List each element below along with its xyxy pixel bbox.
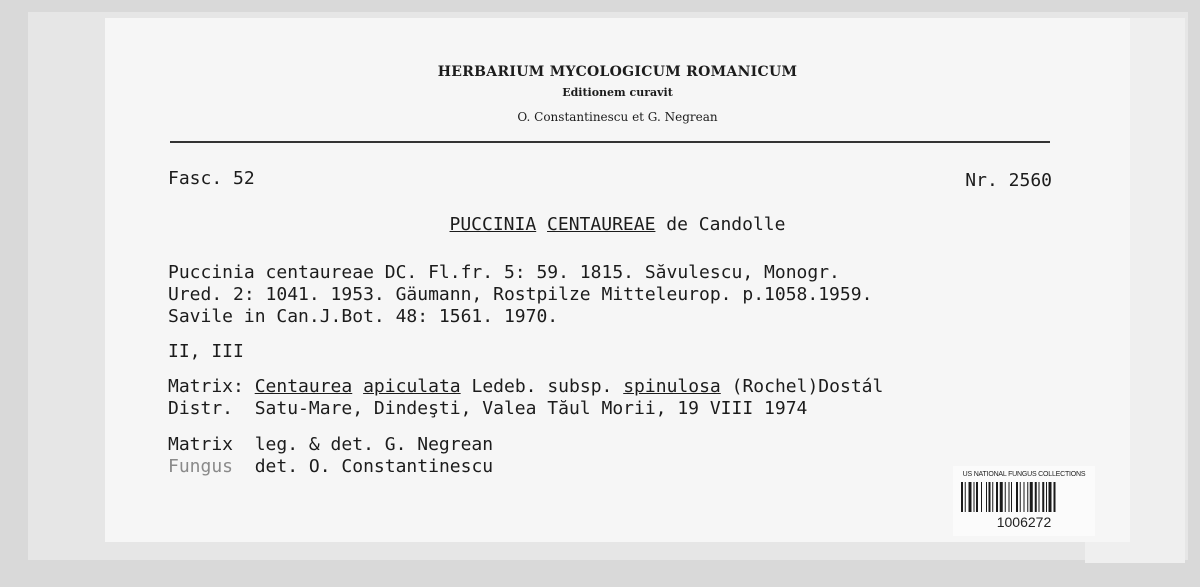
herbarium-editors: O. Constantinescu et G. Negrean (517, 110, 718, 124)
barcode-label (953, 466, 1095, 536)
species-epithet: CENTAUREAE (547, 214, 656, 235)
reference-line-1: Puccinia centaureae DC. Fl.fr. 5: 59. 1815. Săvulescu, Monogr. (168, 262, 840, 283)
barcode-icon (961, 482, 1087, 512)
collector-line: Matrix leg. & det. G. Negrean (168, 434, 494, 455)
distribution-line: Distr. Satu-Mare, Dindeşti, Valea Tăul Morii, 19 VIII 1974 (168, 398, 808, 419)
matrix-line (168, 376, 883, 398)
barcode-number: 1006272 (996, 514, 1052, 530)
species-genus: PUCCINIA (449, 214, 537, 235)
species-author: de Candolle (666, 214, 786, 235)
reference-line-2: Ured. 2: 1041. 1953. Gäumann, Rostpilze Mitteleurop. p.1058.1959. (168, 284, 873, 305)
host-author: Ledeb. subsp. (471, 376, 613, 397)
matrix-label: Matrix: (168, 376, 244, 397)
header-divider (170, 141, 1050, 143)
specimen-number: Nr. 2560 (965, 170, 1052, 191)
specimen-label (105, 18, 1130, 542)
reference-line-3: Savile in Can.J.Bot. 48: 1561. 1970. (168, 306, 559, 327)
herbarium-subtitle: Editionem curavit (562, 86, 673, 99)
host-subspecies: spinulosa (623, 376, 721, 397)
host-subspecies-author: (Rochel)Dostál (731, 376, 884, 397)
species-name (105, 214, 1130, 236)
fungus-line (168, 456, 493, 478)
fungus-label: Fungus (168, 456, 234, 477)
spore-stages: II, III (168, 341, 244, 362)
fascicle-number: Fasc. 52 (168, 168, 255, 189)
herbarium-title: HERBARIUM MYCOLOGICUM ROMANICUM (437, 64, 798, 80)
fungus-determiner: det. O. Constantinescu (254, 456, 494, 477)
host-species: apiculata (363, 376, 461, 397)
barcode-caption: US NATIONAL FUNGUS COLLECTIONS (962, 471, 1086, 478)
host-genus: Centaurea (254, 376, 353, 397)
